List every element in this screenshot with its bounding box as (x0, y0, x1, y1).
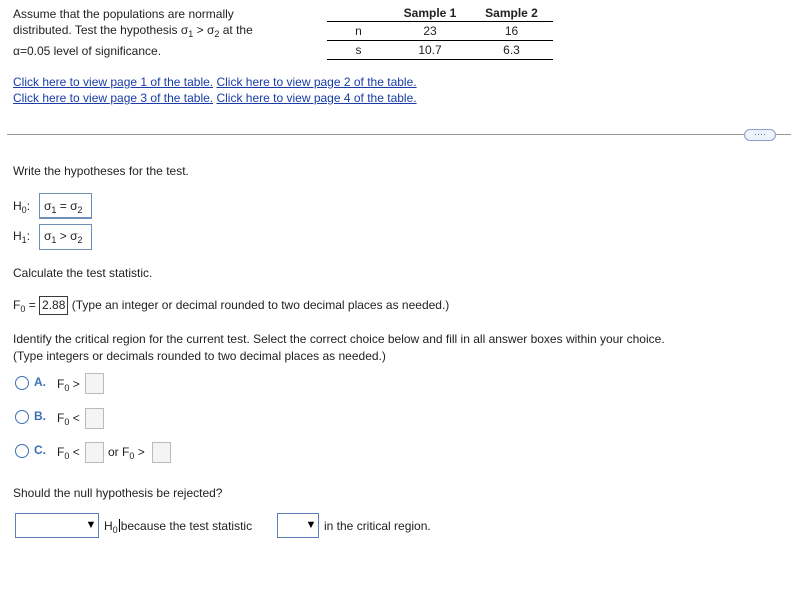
option-c-or-op: > (134, 445, 145, 459)
section-divider (7, 134, 791, 135)
conclusion-prompt: Should the null hypothesis be rejected? (13, 486, 223, 500)
option-c-radio[interactable] (15, 444, 29, 458)
option-c-text (57, 445, 80, 461)
dropdown-arrow-icon: ▼ (305, 519, 317, 531)
table-row-label: s (327, 41, 390, 60)
table-cell: 6.3 (470, 41, 553, 60)
option-b-answer-box[interactable] (85, 408, 104, 429)
option-a-letter: A. (34, 375, 46, 389)
more-options-button[interactable]: ···· (744, 129, 776, 141)
h1-sub: 1 (21, 235, 27, 245)
sigma2-sub: 2 (214, 29, 220, 39)
conclusion-end-text: in the critical region. (324, 519, 431, 533)
h0-sub-a: 1 (51, 205, 57, 215)
table-cell: 23 (390, 22, 470, 41)
option-b-f: F (57, 411, 65, 425)
option-a-op: > (69, 377, 80, 391)
link-table-page-2[interactable]: Click here to view page 2 of the table. (216, 75, 417, 89)
h1-op: > σ (56, 229, 78, 243)
option-a-radio[interactable] (15, 376, 29, 390)
problem-line-2c: at the (219, 23, 253, 37)
problem-line-2b: > σ (193, 23, 215, 37)
statistic-location-dropdown[interactable] (277, 513, 319, 538)
critical-region-prompt: Identify the critical region for the current test. Select the correct choice below and fill in all answer boxes within your choice. (13, 332, 665, 346)
h0-label: $H_0$: (13, 199, 31, 215)
option-b-text (57, 411, 80, 427)
problem-line-2 (13, 23, 253, 39)
test-statistic-hint: (Type an integer or decimal rounded to two decimal places as needed.) (71, 298, 450, 312)
h1-expression (44, 229, 83, 245)
h0-letter: H (13, 199, 22, 213)
problem-line-2a: distributed. Test the hypothesis σ (13, 23, 189, 37)
option-c-answer-box-2[interactable] (152, 442, 171, 463)
h0-op: = σ (56, 199, 78, 213)
option-b-sub: 0 (64, 417, 70, 427)
option-c-or-f: or F (108, 445, 130, 459)
option-c-letter: C. (34, 443, 46, 457)
table-header-sample1: Sample 1 (390, 5, 470, 22)
f0-equals: = (25, 298, 40, 312)
option-a-text (57, 377, 80, 393)
table-header-blank (327, 5, 390, 22)
link-table-page-1[interactable]: Click here to view page 1 of the table. (13, 75, 214, 89)
links-row-2 (13, 91, 417, 105)
conclusion-middle-text: because the test statistic (120, 519, 253, 533)
conclusion-h: H (104, 519, 113, 533)
test-statistic-prompt: Calculate the test statistic. (13, 266, 153, 280)
option-b-op: < (69, 411, 80, 425)
sigma1-sub: 1 (188, 29, 194, 39)
test-statistic-answer-box[interactable]: 2.88 (39, 296, 68, 315)
conclusion-h-sub: 0 (112, 525, 118, 535)
problem-line-3: α=0.05 level of significance. (13, 44, 162, 58)
table-row (327, 41, 553, 60)
h0-sub: 0 (21, 205, 27, 215)
test-statistic-row (13, 296, 449, 315)
option-a-answer-box[interactable] (85, 373, 104, 394)
problem-line-1: Assume that the populations are normally (13, 7, 234, 21)
table-row-label: n (327, 22, 390, 41)
table-cell: 16 (470, 22, 553, 41)
f0-letter: F (13, 298, 21, 312)
text-cursor (119, 519, 120, 532)
h1-sigma-a: σ (44, 229, 52, 243)
option-c-sub: 0 (64, 451, 70, 461)
hypothesis-separator (39, 217, 92, 218)
option-b-letter: B. (34, 409, 46, 423)
option-c-op: < (69, 445, 80, 459)
f0-sub: 0 (20, 304, 26, 314)
h0-sub-b: 2 (77, 205, 83, 215)
table-header-row (327, 5, 553, 22)
option-c-f: F (57, 445, 65, 459)
option-a-sub: 0 (64, 383, 70, 393)
table-cell: 10.7 (390, 41, 470, 60)
option-c-or-sub: 0 (129, 451, 135, 461)
table-header-sample2: Sample 2 (470, 5, 553, 22)
option-c-or-text (108, 445, 145, 461)
link-table-page-3[interactable]: Click here to view page 3 of the table. (13, 91, 214, 105)
links-row-1 (13, 75, 417, 89)
critical-region-hint: (Type integers or decimals rounded to two decimal places as needed.) (13, 349, 386, 363)
h1-sub-b: 2 (77, 235, 83, 245)
sample-table (327, 5, 553, 60)
option-c-answer-box-1[interactable] (85, 442, 104, 463)
h1-sub-a: 1 (51, 235, 57, 245)
table-row (327, 22, 553, 41)
hypotheses-prompt: Write the hypotheses for the test. (13, 164, 189, 178)
h0-sigma-a: σ (44, 199, 52, 213)
h1-letter: H (13, 229, 22, 243)
reject-decision-dropdown[interactable] (15, 513, 99, 538)
dropdown-arrow-icon: ▼ (85, 519, 97, 531)
h1-label: $H_1$: (13, 229, 31, 245)
option-b-radio[interactable] (15, 410, 29, 424)
h0-expression (44, 199, 83, 215)
conclusion-middle (104, 519, 252, 535)
option-a-f: F (57, 377, 65, 391)
link-table-page-4[interactable]: Click here to view page 4 of the table. (216, 91, 417, 105)
